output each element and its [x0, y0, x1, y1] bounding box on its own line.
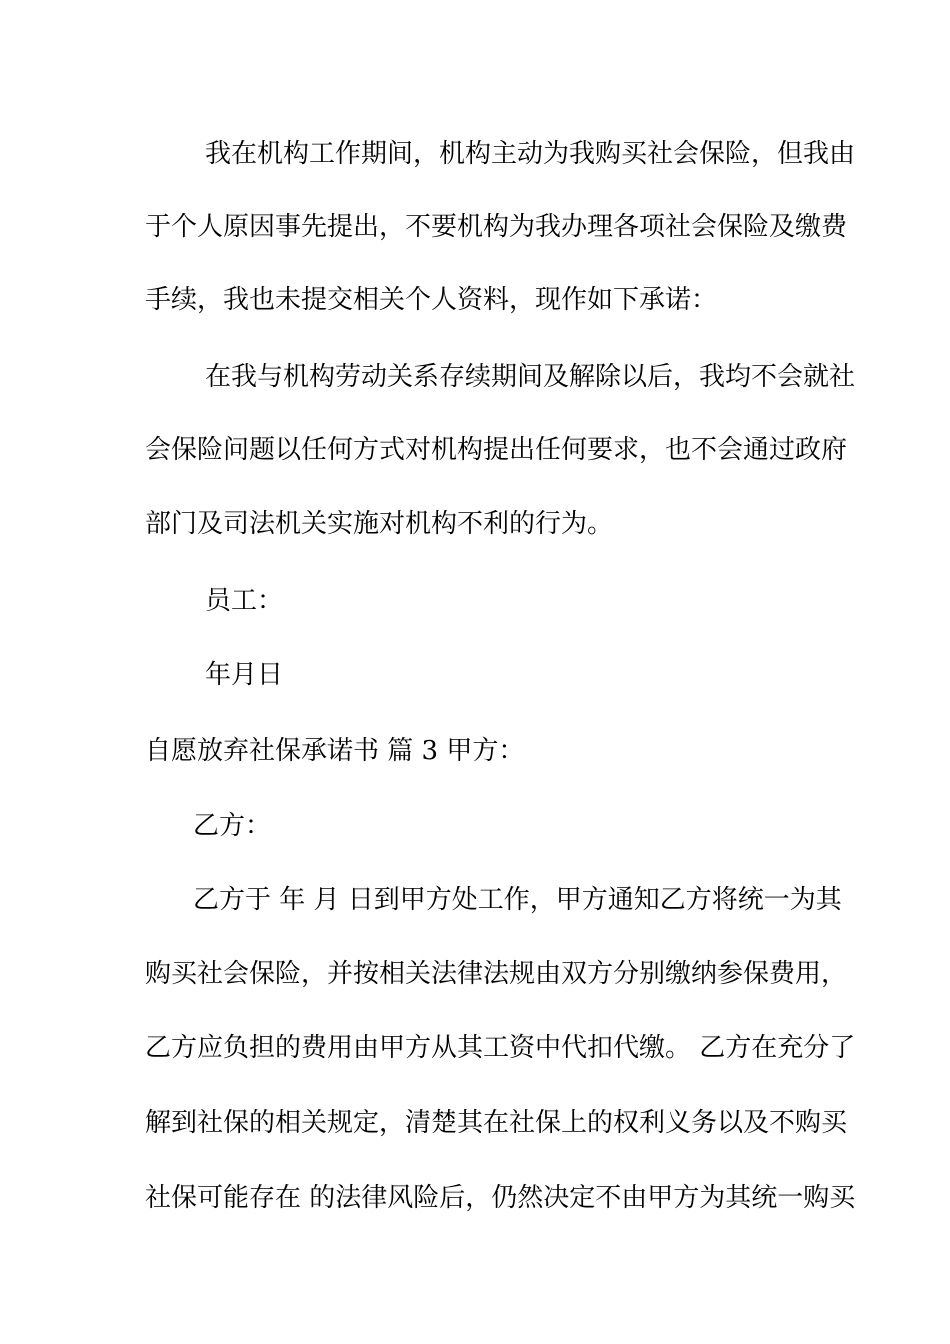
paragraph-3-line-2: 购买社会保险，并按相关法律法规由双方分别缴纳参保费用， [145, 959, 848, 989]
paragraph-2-line-3: 部门及司法机关实施对机构不利的行为。 [145, 509, 614, 539]
paragraph-3-line-4: 解到社保的相关规定，清楚其在社保上的权利义务以及不购买 [145, 1108, 848, 1138]
section-heading-party-a: 自愿放弃社保承诺书 篇 3 甲方： [145, 736, 525, 766]
paragraph-3-line-3: 乙方应负担的费用由甲方从其工资中代扣代缴。 乙方在充分了 [145, 1033, 856, 1063]
employee-signature-label: 员工： [205, 586, 284, 616]
paragraph-1-line-3: 手续，我也未提交相关个人资料，现作如下承诺： [145, 285, 718, 315]
paragraph-2-line-1: 在我与机构劳动关系存续期间及解除以后，我均不会就社 [205, 362, 856, 392]
paragraph-2-line-2: 会保险问题以任何方式对机构提出任何要求，也不会通过政府 [145, 435, 848, 465]
paragraph-3-line-5: 社保可能存在 的法律风险后，仍然决定不由甲方为其统一购买 [145, 1183, 856, 1213]
paragraph-1-line-1: 我在机构工作期间，机构主动为我购买社会保险，但我由 [205, 139, 856, 169]
party-b-label: 乙方： [193, 811, 272, 841]
paragraph-3-line-1: 乙方于 年 月 日到甲方处工作，甲方通知乙方将统一为其 [193, 885, 842, 915]
date-label: 年月日 [205, 660, 284, 690]
paragraph-1-line-2: 于个人原因事先提出，不要机构为我办理各项社会保险及缴费 [145, 212, 848, 242]
